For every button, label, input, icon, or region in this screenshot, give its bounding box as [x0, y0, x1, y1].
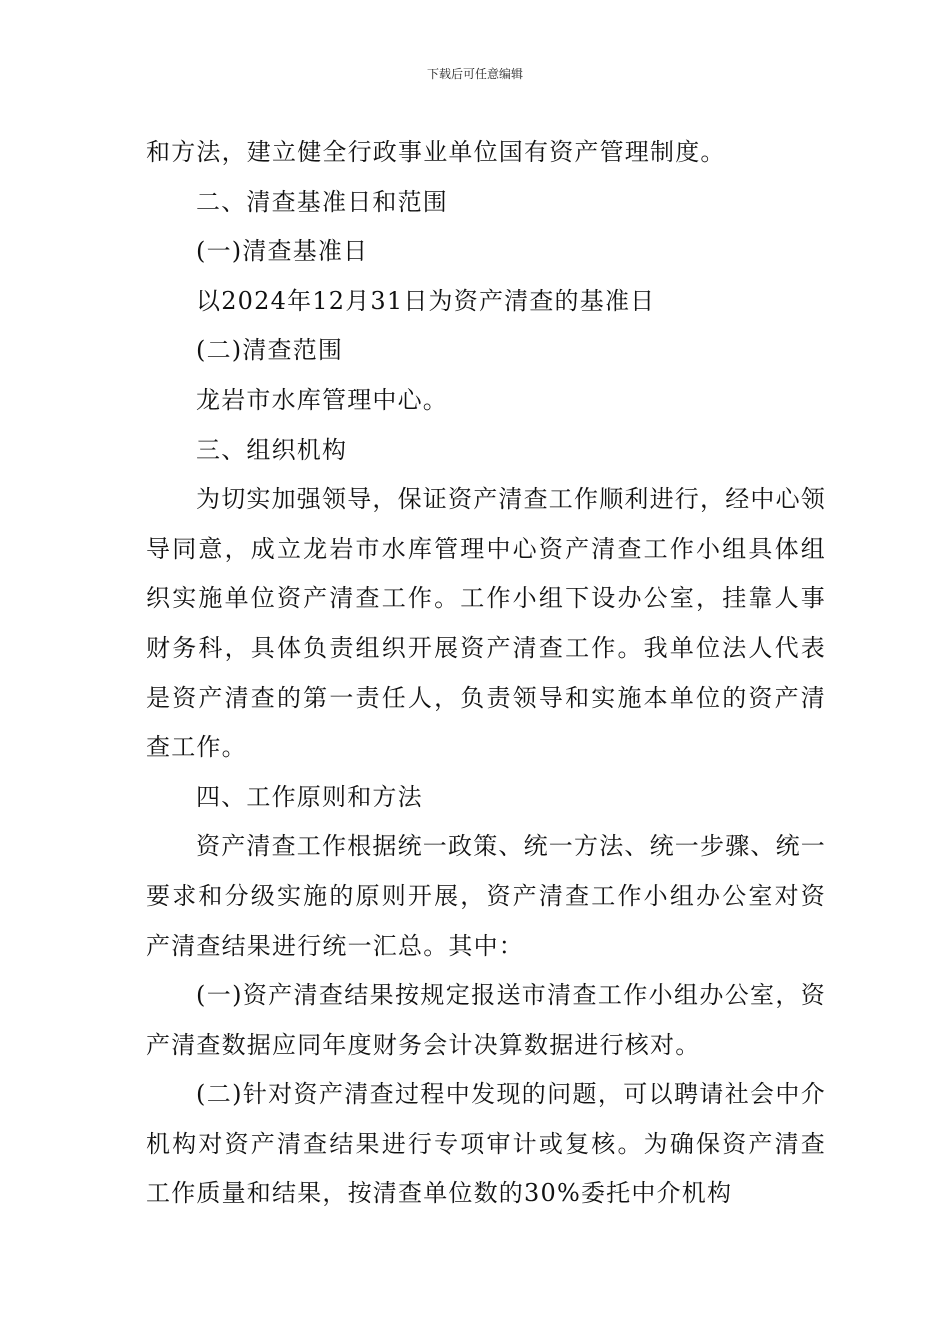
section-heading-4: 四、工作原则和方法 — [196, 782, 423, 811]
section-heading-2: 二、清查基准日和范围 — [196, 187, 448, 216]
section-heading-3: 三、组织机构 — [196, 435, 348, 464]
page-header-note: 下载后可任意编辑 — [426, 67, 523, 81]
paragraph-continuation: 和方法，建立健全行政事业单位国有资产管理制度。 — [146, 138, 726, 166]
paragraph-principles: 资产清查工作根据统一政策、统一方法、统一步骤、统一要求和分级实施的原则开展，资产清查工作小组办公室对资产清查结果进行统一汇总。其中： — [146, 832, 826, 960]
paragraph-baseline-date: 以2024年12月31日为资产清查的基准日 — [196, 286, 656, 315]
paragraph-organization: 为切实加强领导，保证资产清查工作顺利进行，经中心领导同意，成立龙岩市水库管理中心资产清查工作小组具体组织实施单位资产清查工作。工作小组下设办公室，挂靠人事财务科，具体负责组织开展资产清查工作。我单位法人代表是资产清查的第一责任人，负责领导和实施本单位的资产清查工作。 — [146, 485, 826, 762]
subheading-scope: (二)清查范围 — [196, 336, 344, 365]
paragraph-scope: 龙岩市水库管理中心。 — [196, 385, 448, 414]
document-body — [146, 128, 826, 1219]
paragraph-item-2: (二)针对资产清查过程中发现的问题，可以聘请社会中介机构对资产清查结果进行专项审计或复核。为确保资产清查工作质量和结果，按清查单位数的30%委托中介机构 — [146, 1080, 826, 1208]
subheading-baseline-date: (一)清查基准日 — [196, 237, 369, 266]
paragraph-item-1: (一)资产清查结果按规定报送市清查工作小组办公室，资产清查数据应同年度财务会计决算数据进行核对。 — [146, 981, 826, 1059]
